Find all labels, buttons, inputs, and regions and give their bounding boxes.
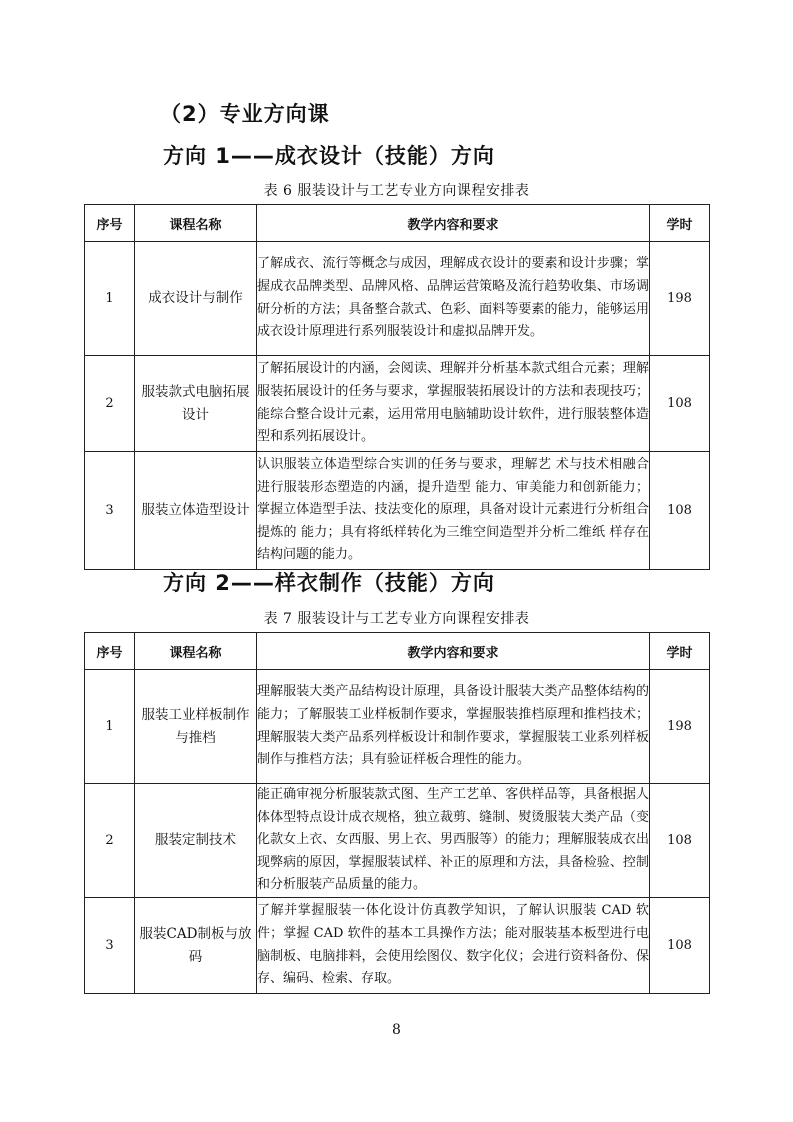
table-row	[85, 356, 710, 452]
row-number: 2	[85, 356, 135, 452]
row-number: 1	[85, 670, 135, 784]
column-header-name: 课程名称	[135, 633, 257, 670]
row-number: 1	[85, 242, 135, 356]
page-number: 8	[392, 1022, 401, 1038]
course-description: 认识服装立体造型综合实训的任务与要求，理解艺 术与技术相融合进行服装形态塑造的内涵，提升造型 能力、审美能力和创新能力；掌握立体造型手法、技法变化的原理，具备对设计元素进行分析组合提炼的 能力；具有将纸样转化为三维空间造型并分析二维纸 样存在结构问题的能力。	[257, 452, 650, 570]
course-hours: 108	[650, 356, 710, 452]
table-row	[85, 784, 710, 898]
course-name: 成衣设计与制作	[135, 242, 257, 356]
course-hours: 108	[650, 898, 710, 994]
course-name: 服装定制技术	[135, 784, 257, 898]
course-hours: 198	[650, 242, 710, 356]
course-hours: 108	[650, 784, 710, 898]
table-7-caption: 表 7 服装设计与工艺专业方向课程安排表	[263, 611, 530, 627]
course-description: 了解拓展设计的内涵，会阅读、理解并分析基本款式组合元素；理解服装拓展设计的任务与要求，掌握服装拓展设计的方法和表现技巧；能综合整合设计元素，运用常用电脑辅助设计软件，进行服装整体造型和系列拓展设计。	[257, 356, 650, 452]
column-header-name: 课程名称	[135, 205, 257, 242]
table-row	[85, 670, 710, 784]
row-number: 2	[85, 784, 135, 898]
table-6-caption: 表 6 服装设计与工艺专业方向课程安排表	[263, 183, 530, 199]
table-7	[84, 632, 710, 994]
column-header-no: 序号	[85, 633, 135, 670]
column-header-hours: 学时	[650, 205, 710, 242]
table-6	[84, 204, 710, 570]
course-hours: 198	[650, 670, 710, 784]
course-description: 了解成衣、流行等概念与成因，理解成衣设计的要素和设计步骤；掌握成衣品牌类型、品牌风格、品牌运营策略及流行趋势收集、市场调研分析的方法；具备整合款式、色彩、面料等要素的能力，能够运用成衣设计原理进行系列服装设计和虚拟品牌开发。	[257, 242, 650, 356]
course-description: 了解并掌握服装一体化设计仿真教学知识，了解认识服装 CAD 软件；掌握 CAD 软件的基本工具操作方法；能对服装基本板型进行电脑制板、电脑排料，会使用绘图仪、数字化仪；会进行资料备份、保存、编码、检索、存取。	[257, 898, 650, 994]
direction-2-heading: 方向 2——样衣制作（技能）方向	[163, 571, 495, 595]
course-name: 服装工业样板制作与推档	[135, 670, 257, 784]
column-header-desc: 教学内容和要求	[257, 205, 650, 242]
section-title: （2）专业方向课	[160, 102, 330, 126]
column-header-desc: 教学内容和要求	[257, 633, 650, 670]
course-name: 服装CAD制板与放码	[135, 898, 257, 994]
course-description: 理解服装大类产品结构设计原理，具备设计服装大类产品整体结构的能力；了解服装工业样板制作要求，掌握服装推档原理和推档技术；理解服装大类产品系列样板设计和制作要求，掌握服装工业系列样板制作与推档方法；具有验证样板合理性的能力。	[257, 670, 650, 784]
column-header-no: 序号	[85, 205, 135, 242]
course-hours: 108	[650, 452, 710, 570]
course-name: 服装款式电脑拓展设计	[135, 356, 257, 452]
course-description: 能正确审视分析服装款式图、生产工艺单、客供样品等，具备根据人体体型特点设计成衣规格，独立裁剪、缝制、熨烫服装大类产品（变化款女上衣、女西服、男上衣、男西服等）的能力；理解服装成衣出现弊病的原因，掌握服装试样、补正的原理和方法，具备检验、控制和分析服装产品质量的能力。	[257, 784, 650, 898]
direction-1-heading: 方向 1——成衣设计（技能）方向	[163, 144, 495, 168]
table-header-row	[85, 633, 710, 670]
table-row	[85, 452, 710, 570]
table-row	[85, 242, 710, 356]
table-row	[85, 898, 710, 994]
column-header-hours: 学时	[650, 633, 710, 670]
row-number: 3	[85, 898, 135, 994]
table-header-row	[85, 205, 710, 242]
course-name: 服装立体造型设计	[135, 452, 257, 570]
row-number: 3	[85, 452, 135, 570]
